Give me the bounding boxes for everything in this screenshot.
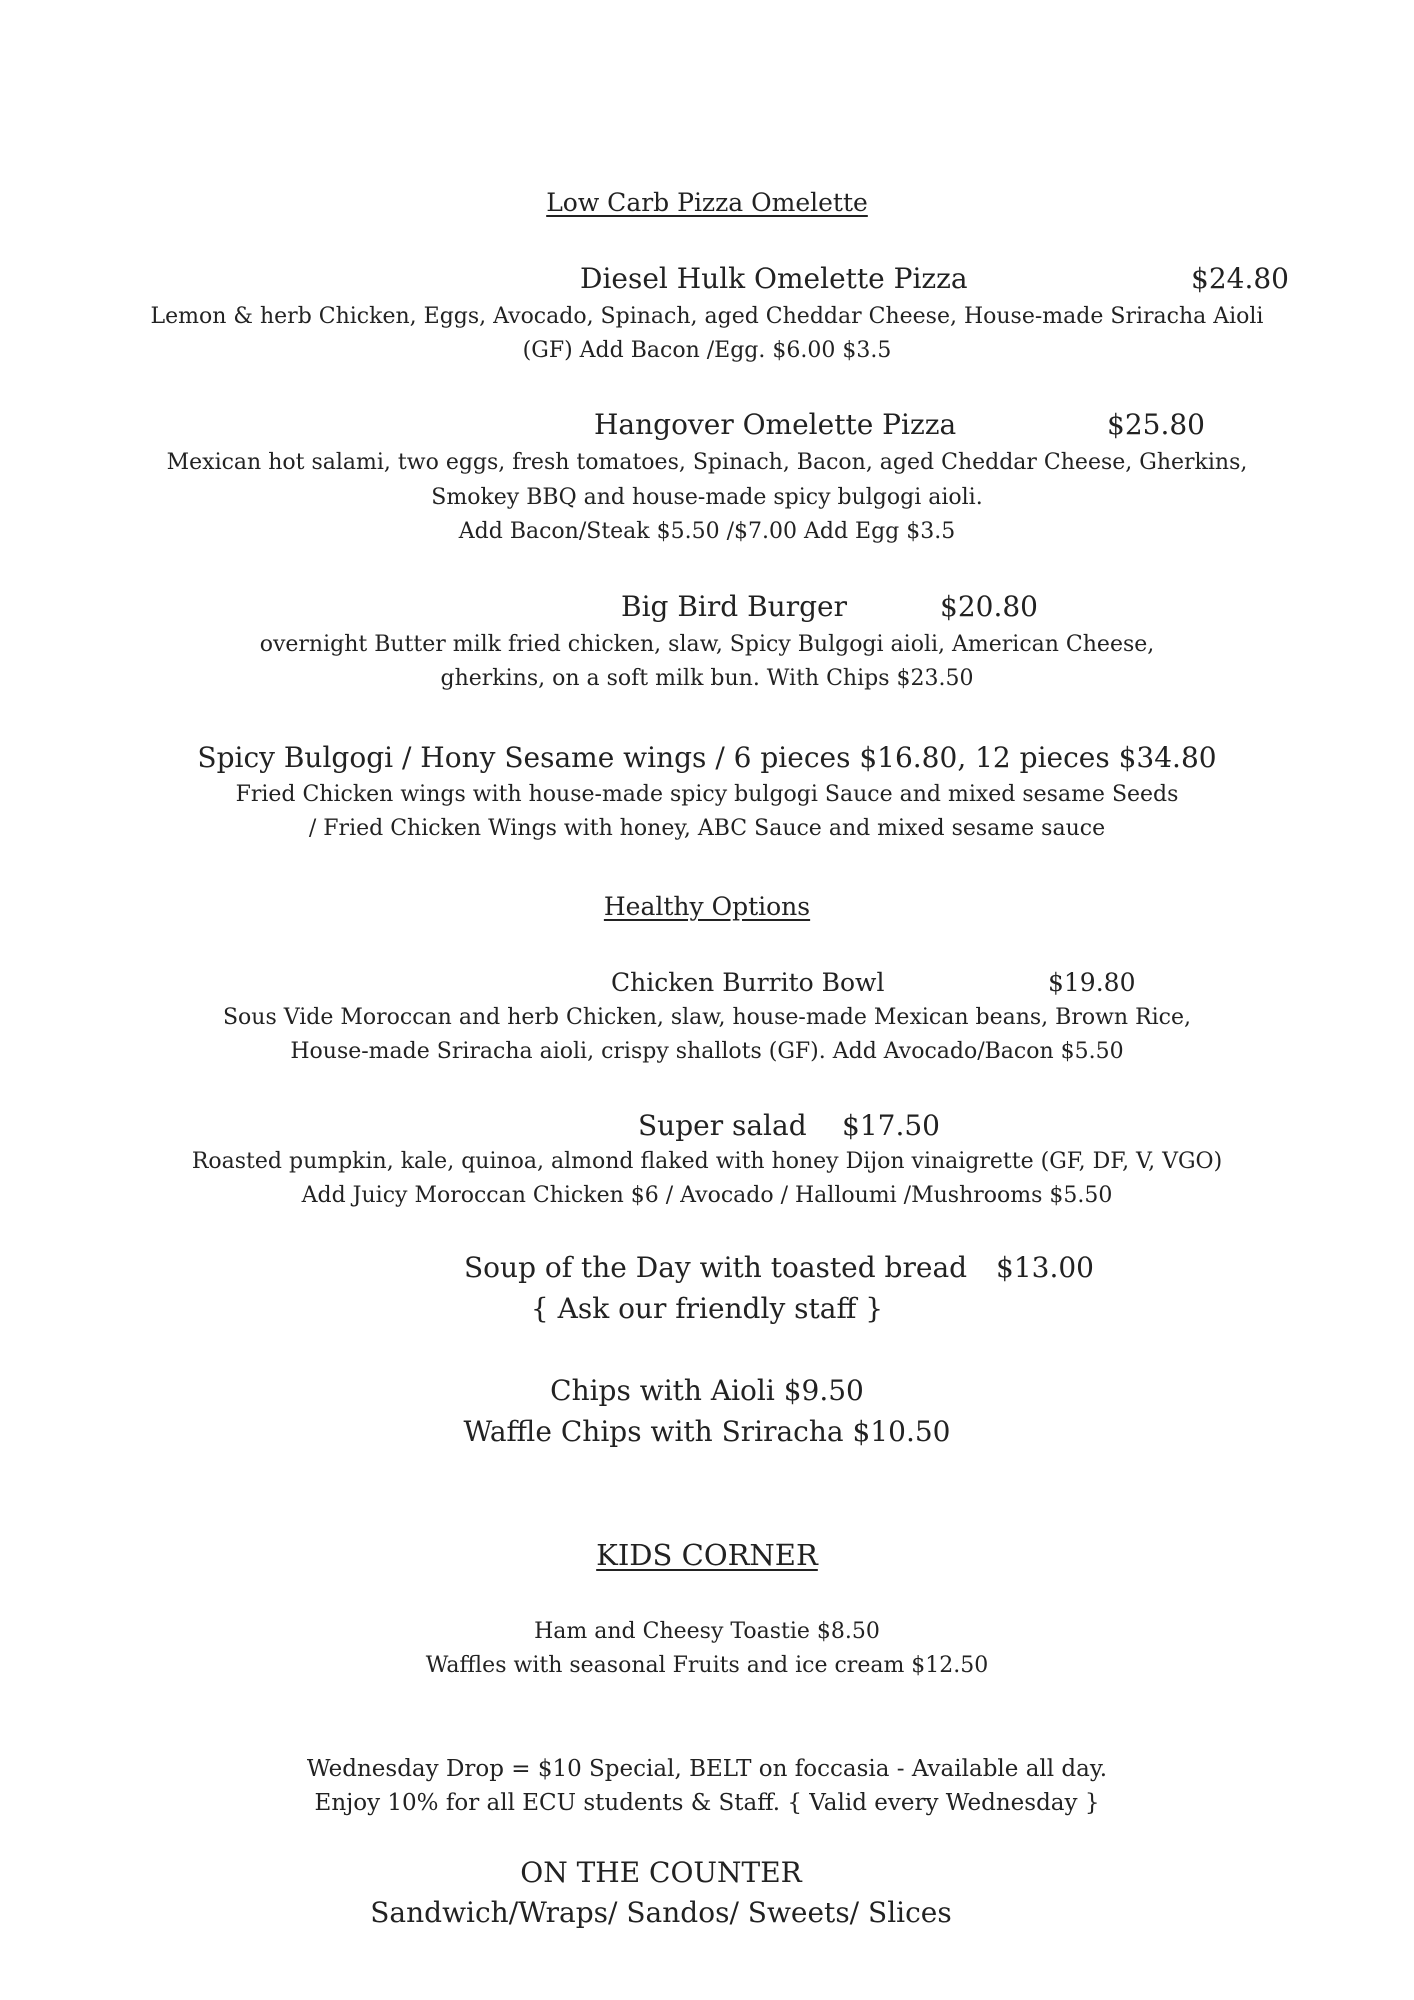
item-price-super-salad: $17.50 bbox=[842, 1109, 940, 1142]
item-name-soup: Soup of the Day with toasted bread bbox=[464, 1251, 968, 1284]
item-price-soup: $13.00 bbox=[996, 1251, 1094, 1284]
item-name-burrito-bowl: Chicken Burrito Bowl bbox=[611, 968, 885, 997]
item-desc-diesel-hulk-1: Lemon & herb Chicken, Eggs, Avocado, Spinach, aged Cheddar Cheese, House-made Sriracha Aioli bbox=[150, 304, 1264, 329]
kids-item-toastie: Ham and Cheesy Toastie $8.50 bbox=[534, 1619, 880, 1644]
item-chips-aioli: Chips with Aioli $9.50 bbox=[550, 1374, 864, 1407]
promo-ecu-discount: Enjoy 10% for all ECU students & Staff. { Valid every Wednesday } bbox=[314, 1790, 1100, 1816]
kids-item-waffles: Waffles with seasonal Fruits and ice cream $12.50 bbox=[425, 1653, 989, 1678]
counter-items: Sandwich/Wraps/ Sandos/ Sweets/ Slices bbox=[370, 1896, 952, 1929]
item-title-wings: Spicy Bulgogi / Hony Sesame wings / 6 pieces $16.80, 12 pieces $34.80 bbox=[197, 741, 1217, 774]
item-name-big-bird: Big Bird Burger bbox=[621, 590, 847, 623]
item-desc-burrito-bowl-2: House-made Sriracha aioli, crispy shallots (GF). Add Avocado/Bacon $5.50 bbox=[290, 1039, 1124, 1064]
item-name-super-salad: Super salad bbox=[638, 1109, 807, 1142]
item-waffle-chips: Waffle Chips with Sriracha $10.50 bbox=[463, 1415, 951, 1448]
section-heading-healthy: Healthy Options bbox=[603, 892, 811, 921]
item-desc-super-salad-1: Roasted pumpkin, kale, quinoa, almond flaked with honey Dijon vinaigrette (GF, DF, V, VGO) bbox=[191, 1149, 1223, 1174]
item-desc-super-salad-2: Add Juicy Moroccan Chicken $6 / Avocado / Halloumi /Mushrooms $5.50 bbox=[301, 1183, 1113, 1208]
item-desc-hangover-2: Smokey BBQ and house-made spicy bulgogi aioli. bbox=[431, 485, 983, 510]
item-desc-wings-1: Fried Chicken wings with house-made spicy bulgogi Sauce and mixed sesame Seeds bbox=[235, 782, 1179, 807]
item-desc-diesel-hulk-2: (GF) Add Bacon /Egg. $6.00 $3.5 bbox=[522, 338, 892, 363]
item-price-big-bird: $20.80 bbox=[940, 590, 1038, 623]
section-heading-counter: ON THE COUNTER bbox=[520, 1856, 802, 1889]
item-desc-big-bird-2: gherkins, on a soft milk bun. With Chips $23.50 bbox=[440, 666, 974, 691]
item-note-soup: { Ask our friendly staff } bbox=[530, 1292, 884, 1325]
item-desc-hangover-1: Mexican hot salami, two eggs, fresh tomatoes, Spinach, Bacon, aged Cheddar Cheese, Gherkins, bbox=[166, 450, 1248, 475]
item-desc-big-bird-1: overnight Butter milk fried chicken, slaw, Spicy Bulgogi aioli, American Cheese, bbox=[259, 632, 1155, 657]
item-name-diesel-hulk: Diesel Hulk Omelette Pizza bbox=[580, 262, 968, 295]
item-price-burrito-bowl: $19.80 bbox=[1048, 968, 1136, 997]
item-name-hangover: Hangover Omelette Pizza bbox=[594, 408, 957, 441]
item-price-diesel-hulk: $24.80 bbox=[1191, 262, 1289, 295]
item-desc-burrito-bowl-1: Sous Vide Moroccan and herb Chicken, slaw, house-made Mexican beans, Brown Rice, bbox=[222, 1005, 1192, 1030]
item-desc-wings-2: / Fried Chicken Wings with honey, ABC Sauce and mixed sesame sauce bbox=[308, 816, 1106, 841]
item-desc-hangover-3: Add Bacon/Steak $5.50 /$7.00 Add Egg $3.5 bbox=[458, 519, 956, 544]
section-heading-kids: KIDS CORNER bbox=[596, 1538, 818, 1572]
section-heading-low-carb: Low Carb Pizza Omelette bbox=[546, 188, 868, 217]
promo-wednesday-drop: Wednesday Drop = $10 Special, BELT on foccasia - Available all day. bbox=[306, 1756, 1108, 1782]
item-price-hangover: $25.80 bbox=[1107, 408, 1205, 441]
